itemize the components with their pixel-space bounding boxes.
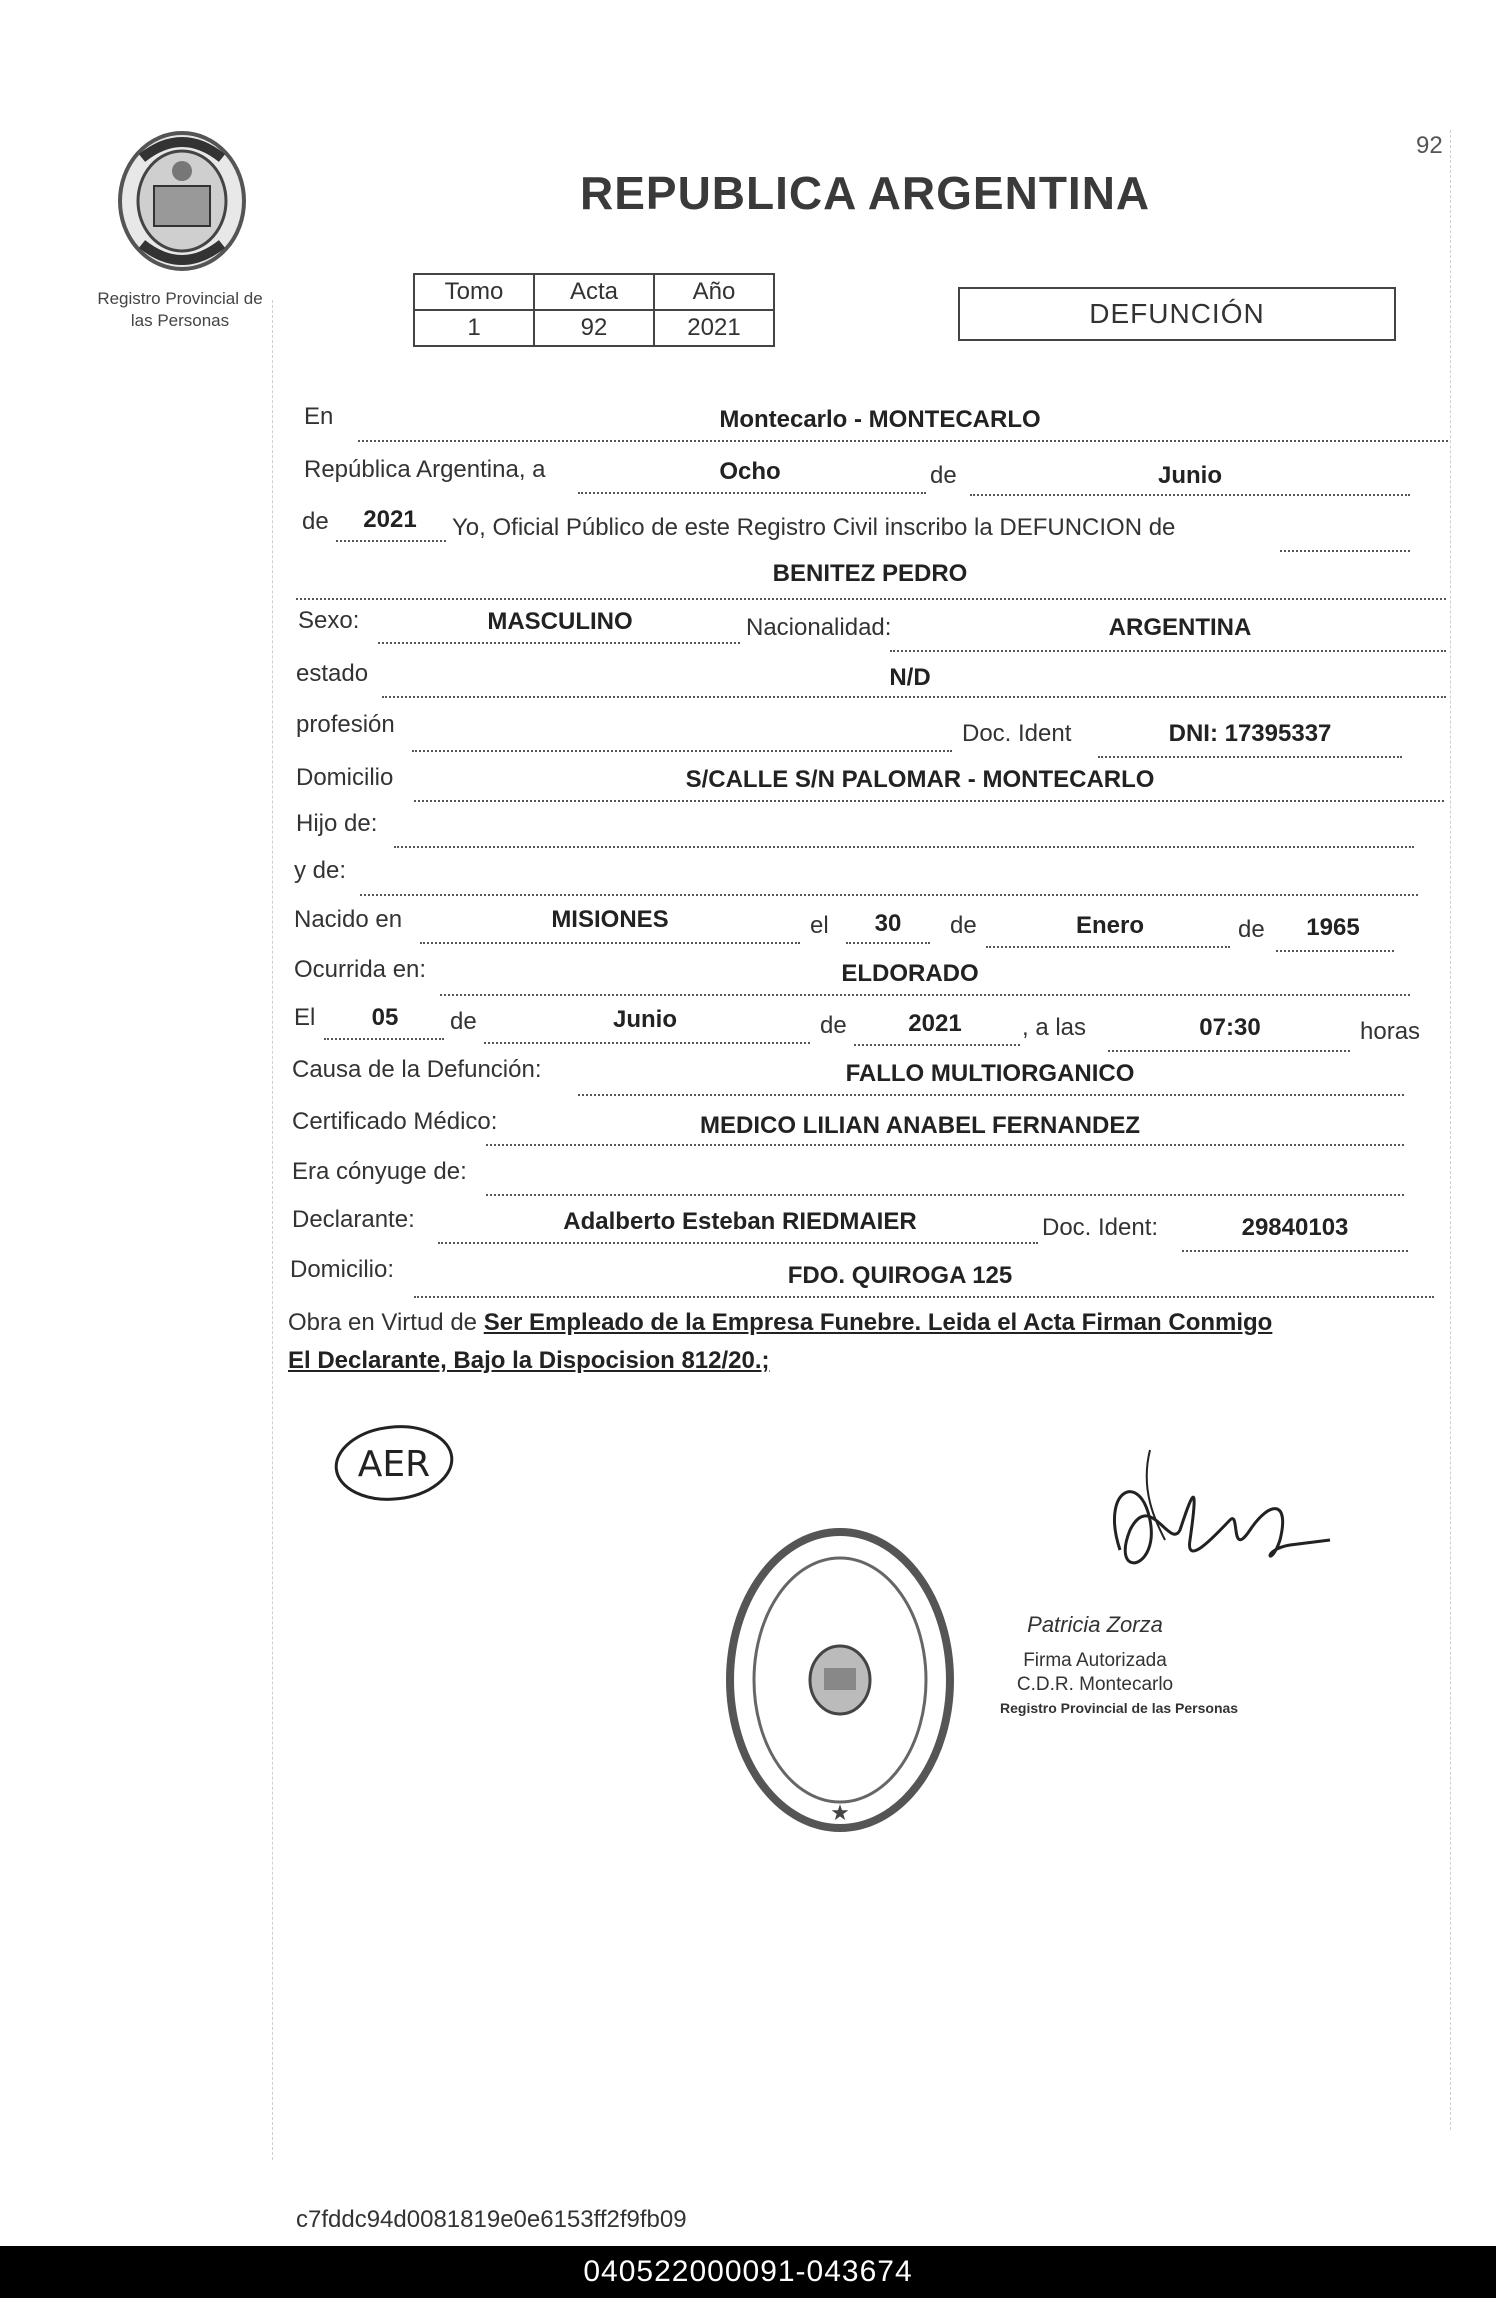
- year-value: 2021: [363, 506, 417, 533]
- table-header-acta: Acta: [534, 274, 654, 310]
- birth-day-line: [846, 942, 930, 944]
- de-label-5: de: [450, 1008, 477, 1035]
- doc-line: [1098, 756, 1402, 758]
- declarante-value: Adalberto Esteban RIEDMAIER: [563, 1208, 917, 1235]
- day-line: [578, 492, 926, 494]
- place-line: [358, 440, 1448, 442]
- el-label: el: [810, 912, 829, 939]
- signatory-name: Patricia Zorza: [1027, 1612, 1163, 1637]
- scan-edge-left: [272, 300, 273, 2160]
- certificado-label: Certificado Médico:: [292, 1108, 498, 1135]
- de-label-1: de: [930, 462, 957, 489]
- month-value: Junio: [1158, 462, 1222, 489]
- month-line: [970, 494, 1410, 496]
- record-type-box: DEFUNCIÓN: [958, 287, 1396, 341]
- table-value-ano: 2021: [654, 310, 774, 346]
- conyuge-label: Era cónyuge de:: [292, 1158, 467, 1185]
- initials-text: AER: [357, 1444, 431, 1485]
- domicilio-value: S/CALLE S/N PALOMAR - MONTECARLO: [685, 766, 1155, 793]
- obra-line1: Ser Empleado de la Empresa Funebre. Leida el Acta Firman Conmigo: [483, 1309, 1273, 1336]
- certificado-value: MEDICO LILIAN ANABEL FERNANDEZ: [700, 1112, 1140, 1139]
- signatory-role: Firma Autorizada: [1023, 1650, 1167, 1671]
- de-label-4: de: [1238, 916, 1265, 943]
- domicilio-label: Domicilio: [296, 764, 394, 791]
- registry-caption: [80, 288, 280, 332]
- birth-month-line: [986, 946, 1230, 948]
- table-value-acta: 92: [534, 310, 654, 346]
- doc-ident-label: Doc. Ident:: [1042, 1214, 1159, 1241]
- a-las-label: , a las: [1022, 1014, 1087, 1041]
- signatory-org: Registro Provincial de las Personas: [1000, 1700, 1239, 1716]
- horas-label: horas: [1360, 1018, 1421, 1045]
- causa-label: Causa de la Defunción:: [292, 1056, 542, 1083]
- hijo-label: Hijo de:: [296, 810, 378, 837]
- death-day-value: 05: [371, 1004, 399, 1031]
- birth-year-line: [1276, 950, 1394, 952]
- signature-mark: [1080, 1430, 1340, 1605]
- day-value: Ocho: [719, 458, 781, 485]
- initials-mark: [330, 1418, 460, 1513]
- signatory-office: C.D.R. Montecarlo: [1016, 1674, 1174, 1695]
- causa-line: [578, 1094, 1404, 1096]
- page-title: REPUBLICA ARGENTINA: [580, 167, 1151, 219]
- registry-caption-line1: Registro Provincial de: [97, 289, 263, 308]
- official-stamp: [720, 1520, 960, 1845]
- name-line: [296, 598, 1446, 600]
- ocurrida-line: [440, 994, 1410, 996]
- de-label-3: de: [950, 912, 977, 939]
- de-label-2: de: [302, 508, 329, 535]
- document-hash: c7fddc94d0081819e0e6153ff2f9fb09: [296, 2206, 687, 2233]
- table-header-ano: Año: [654, 274, 774, 310]
- registry-caption-line2: las Personas: [130, 311, 230, 330]
- declarante-label: Declarante:: [292, 1206, 415, 1233]
- declarante-doc-value: 29840103: [1241, 1214, 1349, 1241]
- death-month-line: [484, 1042, 810, 1044]
- El-label: El: [294, 1004, 316, 1031]
- death-day-line: [324, 1038, 444, 1040]
- birth-year-value: 1965: [1306, 914, 1360, 941]
- scan-edge-right: [1450, 130, 1451, 2130]
- death-month-value: Junio: [613, 1006, 677, 1033]
- obra-label: Obra en Virtud de: [288, 1309, 478, 1336]
- profesion-line: [412, 750, 952, 752]
- estado-line: [382, 696, 1446, 698]
- causa-value: FALLO MULTIORGANICO: [845, 1060, 1135, 1087]
- death-year-line: [854, 1044, 1020, 1046]
- nacionalidad-value: ARGENTINA: [1108, 614, 1252, 641]
- hijo-line: [394, 846, 1414, 848]
- year-line: [336, 540, 446, 542]
- yde-label: y de:: [294, 857, 347, 884]
- ocurrida-value: ELDORADO: [841, 960, 979, 987]
- obra-line2: El Declarante, Bajo la Dispocision 812/20.;: [288, 1347, 770, 1374]
- death-time-value: 07:30: [1199, 1014, 1261, 1041]
- ocurrida-label: Ocurrida en:: [294, 956, 427, 983]
- estado-value: N/D: [889, 664, 931, 691]
- de-label-6: de: [820, 1012, 847, 1039]
- domicilio2-label: Domicilio:: [290, 1256, 395, 1283]
- nacionalidad-line: [890, 650, 1446, 652]
- inscribo-line: [1280, 550, 1410, 552]
- birth-month-value: Enero: [1075, 912, 1144, 939]
- nacionalidad-label: Nacionalidad:: [746, 614, 892, 641]
- svg-text:★: ★: [830, 1800, 850, 1825]
- nacido-line: [420, 942, 800, 944]
- doc-value: DNI: 17395337: [1168, 720, 1332, 747]
- en-label: En: [304, 403, 334, 430]
- domicilio2-line: [414, 1296, 1434, 1298]
- record-table: [413, 273, 775, 347]
- domicilio2-value: FDO. QUIROGA 125: [787, 1262, 1013, 1289]
- inscribo-text: Yo, Oficial Público de este Registro Civil inscribo la DEFUNCION de: [452, 514, 1176, 541]
- birth-day-value: 30: [874, 910, 902, 937]
- table-header-tomo: Tomo: [414, 274, 534, 310]
- declarante-doc-line: [1182, 1250, 1408, 1252]
- deceased-name: BENITEZ PEDRO: [772, 560, 968, 587]
- death-year-value: 2021: [908, 1010, 962, 1037]
- declarante-line: [438, 1242, 1038, 1244]
- page-number: 92: [1416, 132, 1443, 159]
- table-value-tomo: 1: [414, 310, 534, 346]
- death-time-line: [1108, 1050, 1350, 1052]
- profesion-label: profesión: [296, 711, 395, 738]
- sexo-value: MASCULINO: [487, 608, 633, 635]
- obra-text: [288, 1304, 1438, 1380]
- nacido-value: MISIONES: [551, 906, 669, 933]
- certificado-line: [486, 1144, 1404, 1146]
- sexo-label: Sexo:: [298, 607, 360, 634]
- estado-label: estado: [296, 660, 369, 687]
- conyuge-line: [486, 1194, 1404, 1196]
- domicilio-line: [414, 800, 1444, 802]
- place-value: Montecarlo - MONTECARLO: [719, 406, 1041, 433]
- yde-line: [360, 894, 1418, 896]
- province-seal-icon: [112, 126, 252, 281]
- doc-label: Doc. Ident: [962, 720, 1072, 747]
- nacido-label: Nacido en: [294, 906, 403, 933]
- sexo-line: [378, 642, 740, 644]
- footer-code-bar: 040522000091-043674: [0, 2246, 1496, 2298]
- republica-label: República Argentina, a: [304, 456, 546, 483]
